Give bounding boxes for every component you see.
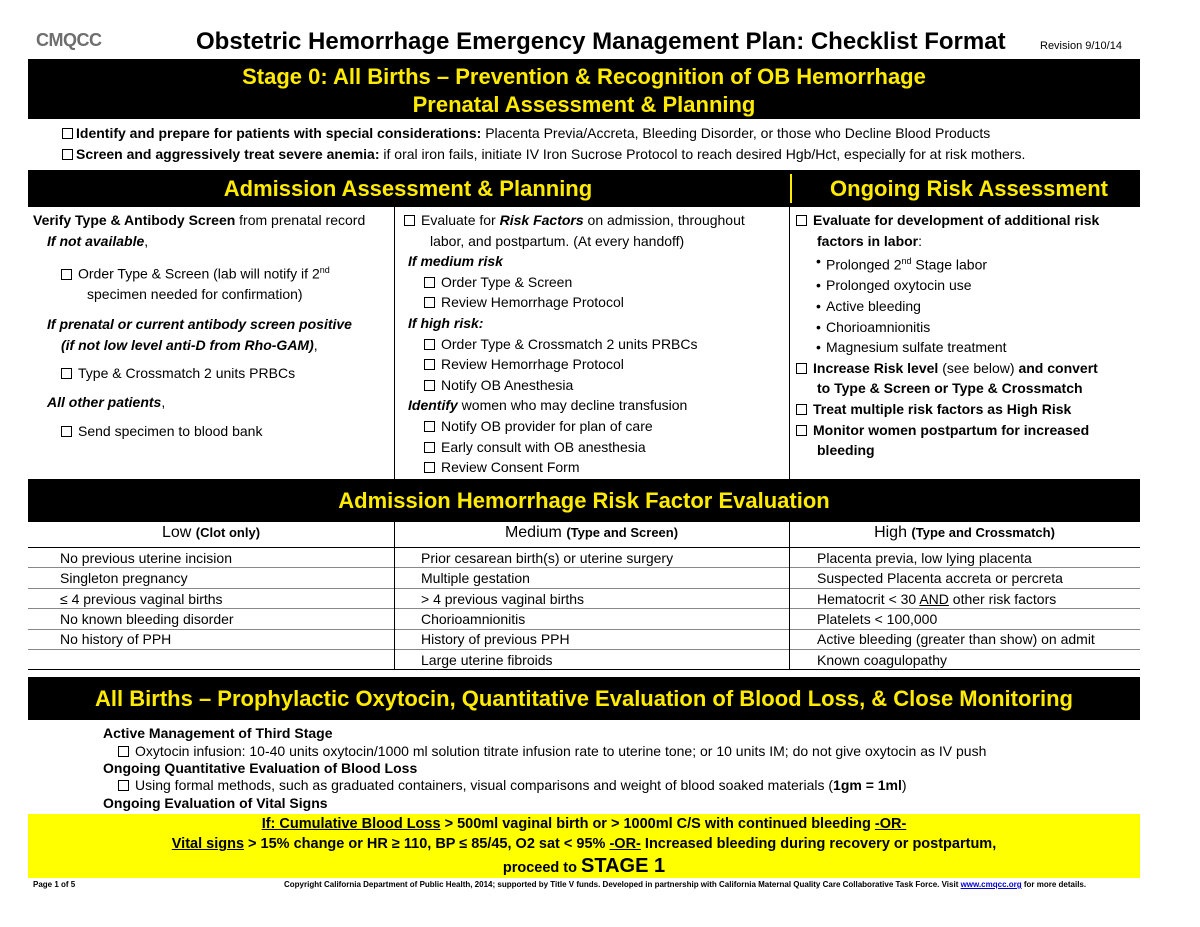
column-divider <box>394 207 395 479</box>
page-number: Page 1 of 5 <box>33 880 76 889</box>
stage0-header <box>28 59 1140 119</box>
table-cell-high: Hematocrit < 30 AND other risk factors <box>817 591 1057 607</box>
checkbox[interactable] <box>61 269 72 280</box>
stage1-trigger-box: If: Cumulative Blood Loss > 500ml vaginal birth or > 1000ml C/S with continued bleeding -OR- Vital signs > 15% change or HR ≥ 110, BP ≤ 85/45, O2 sat < 95% -OR- Increased bleeding during recovery or postpartum, proceed to STAGE 1 <box>28 814 1140 878</box>
table-rule <box>28 567 1140 568</box>
checkbox[interactable] <box>424 297 435 308</box>
header-divider <box>790 174 792 203</box>
risk-bullet: • Magnesium sulfate treatment <box>796 337 1136 358</box>
all-births-header: All Births – Prophylactic Oxytocin, Quantitative Evaluation of Blood Loss, & Close Monitoring <box>28 677 1140 720</box>
blood-loss-item: Using formal methods, such as graduated containers, visual comparisons and weight of blood soaked materials (1gm = 1ml) <box>118 777 907 793</box>
table-rule <box>28 608 1140 609</box>
admission-col-1: Verify Type & Antibody Screen from prenatal record If not available, Order Type & Screen (lab will notify if 2nd specimen needed for confirmation) If prenatal or current antibody screen positive (if not low level anti-D from Rho-GAM), Type & Crossmatch 2 units PRBCs All other patients, Send specimen to blood bank <box>33 212 366 440</box>
checkbox[interactable] <box>796 215 807 226</box>
column-divider <box>394 522 395 670</box>
cmqcc-logo: CMQCC <box>36 30 102 50</box>
checkbox[interactable] <box>61 368 72 379</box>
admission-col-2: Evaluate for Risk Factors on admission, throughout labor, and postpartum. (At every handoff) If medium risk Order Type & Screen Review Hemorrhage Protocol If high risk: Order Type & Crossmatch 2 units PRBCs Review Hemorrhage Protocol Notify OB Anesthesia Identify women who may decline transfusion Notify OB provider for plan of care Early consult with OB anesthesia Review Consent Form <box>404 210 784 478</box>
checkbox[interactable] <box>424 462 435 473</box>
column-divider <box>789 522 790 670</box>
checkbox[interactable] <box>424 277 435 288</box>
table-cell-low: Singleton pregnancy <box>60 570 188 586</box>
table-cell-medium: Large uterine fibroids <box>421 652 553 668</box>
checkbox[interactable] <box>424 380 435 391</box>
checkbox[interactable] <box>424 359 435 370</box>
table-cell-low: No known bleeding disorder <box>60 611 234 627</box>
table-rule <box>28 588 1140 589</box>
checkbox[interactable] <box>424 339 435 350</box>
ongoing-risk-col: Evaluate for development of additional risk factors in labor: • Prolonged 2nd Stage labor • Prolonged oxytocin use • Active bleeding • Chorioamnionitis • Magnesium sulfate treatment Increase Risk level (see below) and convert to Type & Screen or Type & Crossmatch Treat multiple risk factors as High Risk Monitor women postpartum for increased bleeding <box>796 210 1136 461</box>
stage0-title: Stage 0: All Births – Prevention & Recognition of OB Hemorrhage <box>242 64 926 89</box>
table-rule <box>28 629 1140 630</box>
column-divider <box>789 207 790 479</box>
checkbox[interactable] <box>62 149 73 160</box>
risk-bullet: • Chorioamnionitis <box>796 317 1136 338</box>
cmqcc-link[interactable]: www.cmqcc.org <box>960 880 1022 889</box>
checkbox[interactable] <box>61 426 72 437</box>
high-risk-header: High (Type and Crossmatch) <box>874 524 1055 541</box>
table-cell-low: No previous uterine incision <box>60 550 232 566</box>
table-cell-high: Placenta previa, low lying placenta <box>817 550 1032 566</box>
checkbox[interactable] <box>118 746 129 757</box>
checkbox[interactable] <box>796 404 807 415</box>
oxytocin-item: Oxytocin infusion: 10-40 units oxytocin/1000 ml solution titrate infusion rate to uterine tone; or 10 units IM; do not give oxytocin as IV push <box>118 743 986 759</box>
checkbox[interactable] <box>424 442 435 453</box>
table-cell-medium: Prior cesarean birth(s) or uterine surgery <box>421 550 674 566</box>
checkbox[interactable] <box>796 363 807 374</box>
table-cell-low: No history of PPH <box>60 631 172 647</box>
revision-date: Revision 9/10/14 <box>1040 40 1122 52</box>
table-cell-high: Known coagulopathy <box>817 652 947 668</box>
table-cell-medium: > 4 previous vaginal births <box>421 591 585 607</box>
table-cell-high: Platelets < 100,000 <box>817 611 938 627</box>
vital-signs-heading: Ongoing Evaluation of Vital Signs <box>103 795 328 811</box>
table-cell-medium: Chorioamnionitis <box>421 611 526 627</box>
admission-assessment-title: Admission Assessment & Planning <box>223 176 593 201</box>
stage0-subtitle: Prenatal Assessment & Planning <box>412 92 756 117</box>
checkbox[interactable] <box>62 128 73 139</box>
table-cell-high: Active bleeding (greater than show) on admit <box>817 631 1095 647</box>
ongoing-risk-title: Ongoing Risk Assessment <box>830 176 1108 201</box>
table-cell-high: Suspected Placenta accreta or percreta <box>817 570 1063 586</box>
quantitative-heading: Ongoing Quantitative Evaluation of Blood Loss <box>103 760 418 776</box>
risk-bullet: • Prolonged oxytocin use <box>796 275 1136 296</box>
copyright: Copyright California Department of Public Health, 2014; supported by Title V funds. Developed in partnership with California Maternal Quality Care Collaborative Task Force. Visit www.cmqcc.org for more details. <box>284 880 1087 889</box>
active-management-heading: Active Management of Third Stage <box>103 725 333 741</box>
risk-factor-header: Admission Hemorrhage Risk Factor Evaluation <box>28 479 1140 522</box>
admission-header <box>28 170 1140 207</box>
checkbox[interactable] <box>118 780 129 791</box>
prenatal-item-anemia: Screen and aggressively treat severe anemia: if oral iron fails, initiate IV Iron Sucrose Protocol to reach desired Hgb/Hct, especially for at risk mothers. <box>62 146 1025 162</box>
medium-risk-header: Medium (Type and Screen) <box>504 524 679 541</box>
table-cell-low: ≤ 4 previous vaginal births <box>60 591 223 607</box>
low-risk-header: Low (Clot only) <box>161 524 261 541</box>
checkbox[interactable] <box>796 425 807 436</box>
table-rule <box>28 669 1140 670</box>
checkbox[interactable] <box>424 421 435 432</box>
prenatal-item-special: Identify and prepare for patients with special considerations: Placenta Previa/Accreta, Bleeding Disorder, or those who Decline Blood Products <box>62 125 990 141</box>
table-rule <box>28 649 1140 650</box>
document-title: Obstetric Hemorrhage Emergency Management Plan: Checklist Format <box>196 28 1006 55</box>
risk-bullet: • Prolonged 2nd Stage labor <box>796 251 1136 275</box>
table-cell-medium: History of previous PPH <box>421 631 570 647</box>
risk-bullet: • Active bleeding <box>796 296 1136 317</box>
checkbox[interactable] <box>404 215 415 226</box>
table-rule <box>28 547 1140 548</box>
table-cell-medium: Multiple gestation <box>421 570 530 586</box>
